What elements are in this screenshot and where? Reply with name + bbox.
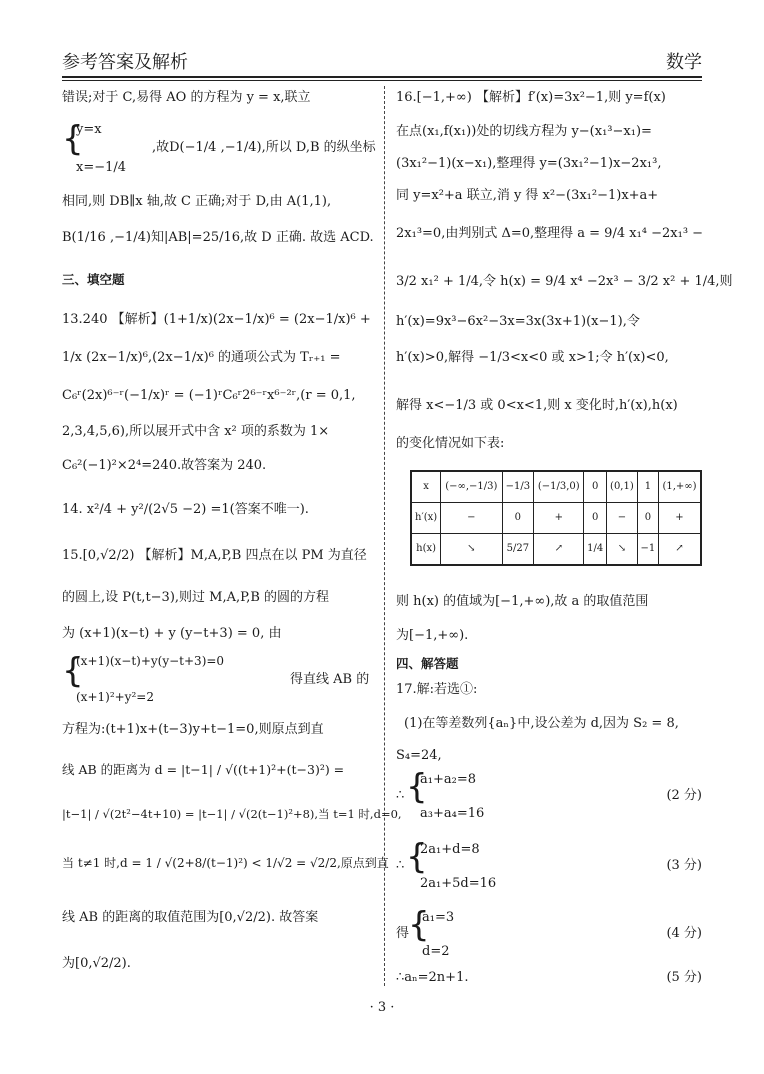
- text-line: h′(x)=9x³−6x²−3x=3x(3x+1)(x−1),令: [396, 314, 640, 329]
- text-line: 方程为:(t+1)x+(t−3)y+t−1=0,则原点到直: [62, 722, 324, 737]
- table-cell: +: [659, 503, 702, 534]
- text-line: 17.解:若选①:: [396, 682, 478, 697]
- table-cell: 0: [637, 503, 658, 534]
- brace-icon: {: [62, 651, 84, 691]
- table-cell: x: [411, 471, 441, 503]
- de-symbol: 得: [396, 926, 410, 941]
- table-cell: −: [607, 503, 638, 534]
- text-line: 16.[−1,+∞) 【解析】f′(x)=3x²−1,则 y=f(x): [396, 90, 666, 105]
- page-number: · 3 ·: [369, 1000, 395, 1015]
- table-cell: (−∞,−1/3): [441, 471, 502, 503]
- table-cell: ↗: [534, 534, 584, 566]
- table-cell: (−1/3,0): [534, 471, 584, 503]
- table-cell: 0: [502, 503, 534, 534]
- score-label: (3 分): [666, 858, 702, 873]
- header-rule-thin: [62, 80, 702, 81]
- table-cell: 1: [637, 471, 658, 503]
- table-cell: 1/4: [584, 534, 607, 566]
- text-line: C₆²(−1)²×2⁴=240.故答案为 240.: [62, 458, 267, 473]
- table-cell: ↘: [607, 534, 638, 566]
- text-line: 同 y=x²+a 联立,消 y 得 x²−(3x₁²−1)x+a+: [396, 188, 659, 203]
- score-label: (5 分): [666, 970, 702, 985]
- text-line: 相同,则 DB∥x 轴,故 C 正确;对于 D,由 A(1,1),: [62, 194, 332, 209]
- brace-icon: {: [408, 905, 430, 945]
- eq-line: x=−1/4: [76, 160, 127, 175]
- text-line: 线 AB 的距离的取值范围为[0,√2/2). 故答案: [62, 910, 319, 925]
- text-line: C₆ʳ(2x)⁶⁻ʳ(−1/x)ʳ = (−1)ʳC₆ʳ2⁶⁻ʳx⁶⁻²ʳ,(r = 0,1,: [62, 388, 356, 403]
- text-line: B(1/16 ,−1/4)知|AB|=25/16,故 D 正确. 故选 ACD.: [62, 230, 374, 245]
- text-line: 1/x (2x−1/x)⁶,(2x−1/x)⁶ 的通项公式为 Tᵣ₊₁ =: [62, 350, 341, 365]
- text-line: 则 h(x) 的值域为[−1,+∞),故 a 的取值范围: [396, 594, 649, 609]
- eq-line: 2a₁+d=8: [420, 842, 480, 857]
- table-cell: (0,1): [607, 471, 638, 503]
- text-line: 13.240 【解析】(1+1/x)(2x−1/x)⁶ = (2x−1/x)⁶ +: [62, 312, 371, 327]
- text-line: 15.[0,√2/2) 【解析】M,A,P,B 四点在以 PM 为直径: [62, 548, 367, 563]
- table-cell: ↗: [659, 534, 702, 566]
- eq-line: d=2: [422, 944, 450, 959]
- section-heading: 三、填空题: [62, 272, 125, 287]
- text-line: 当 t≠1 时,d = 1 / √(2+8/(t−1)²) < 1/√2 = √2/2,原点到直: [62, 856, 389, 870]
- header-title: 参考答案及解析: [62, 52, 188, 73]
- column-divider: [384, 86, 385, 986]
- text-line: (3x₁²−1)(x−x₁),整理得 y=(3x₁²−1)x−2x₁³,: [396, 156, 662, 171]
- text-line: 得直线 AB 的: [290, 672, 370, 687]
- text-line: 为 (x+1)(x−t) + y (y−t+3) = 0, 由: [62, 626, 282, 641]
- table-cell: 0: [584, 503, 607, 534]
- table-cell: 0: [584, 471, 607, 503]
- section-heading: 四、解答题: [396, 656, 459, 671]
- eq-line: (x+1)²+y²=2: [76, 690, 154, 704]
- text-line: h′(x)>0,解得 −1/3<x<0 或 x>1;令 h′(x)<0,: [396, 350, 669, 365]
- text-line: 解得 x<−1/3 或 0<x<1,则 x 变化时,h′(x),h(x): [396, 398, 678, 413]
- table-cell: 5/27: [502, 534, 534, 566]
- text-line: 错误;对于 C,易得 AO 的方程为 y = x,联立: [62, 90, 311, 105]
- eq-line: 2a₁+5d=16: [420, 876, 497, 891]
- therefore-symbol: ∴: [396, 788, 405, 803]
- table-row: [411, 534, 701, 566]
- table-row: [411, 503, 701, 534]
- text-line: ∴aₙ=2n+1.: [396, 970, 469, 985]
- brace-icon: {: [406, 767, 428, 807]
- table-cell: −1/3: [502, 471, 534, 503]
- page-header: [62, 44, 702, 76]
- eq-line: a₁+a₂=8: [420, 772, 476, 787]
- text-line: 14. x²/4 + y²/(2√5 −2) =1(答案不唯一).: [62, 502, 309, 517]
- score-label: (4 分): [666, 926, 702, 941]
- text-line: 的圆上,设 P(t,t−3),则过 M,A,P,B 的圆的方程: [62, 590, 330, 605]
- variation-table: [410, 470, 702, 566]
- table-cell: +: [534, 503, 584, 534]
- text-line: 3/2 x₁² + 1/4,令 h(x) = 9/4 x⁴ −2x³ − 3/2 x² + 1/4,则: [396, 274, 733, 289]
- eq-line: y=x: [76, 122, 102, 137]
- header-rule: [62, 76, 702, 78]
- table-cell: (1,+∞): [659, 471, 702, 503]
- text-line: 为[0,√2/2).: [62, 956, 131, 971]
- text-line: 在点(x₁,f(x₁))处的切线方程为 y−(x₁³−x₁)=: [396, 124, 652, 139]
- text-line: S₄=24,: [396, 748, 442, 763]
- table-cell: −: [441, 503, 502, 534]
- text-line: |t−1| / √(2t²−4t+10) = |t−1| / √(2(t−1)²+8),当 t=1 时,d=0,: [62, 807, 402, 821]
- table-cell: −1: [637, 534, 658, 566]
- brace-icon: {: [62, 119, 84, 159]
- text-line: ,故D(−1/4 ,−1/4),所以 D,B 的纵坐标: [152, 140, 376, 155]
- eq-line: a₃+a₄=16: [420, 806, 485, 821]
- text-line: 为[−1,+∞).: [396, 628, 469, 643]
- eq-line: (x+1)(x−t)+y(y−t+3)=0: [76, 654, 225, 668]
- therefore-symbol: ∴: [396, 858, 405, 873]
- text-line: 2,3,4,5,6),所以展开式中含 x² 项的系数为 1×: [62, 424, 330, 439]
- score-label: (2 分): [666, 788, 702, 803]
- table-cell: h(x): [411, 534, 441, 566]
- eq-line: a₁=3: [422, 910, 455, 925]
- header-subject: 数学: [666, 52, 702, 73]
- text-line: (1)在等差数列{aₙ}中,设公差为 d,因为 S₂ = 8,: [404, 716, 679, 731]
- table-row: [411, 471, 701, 503]
- text-line: 2x₁³=0,由判别式 Δ=0,整理得 a = 9/4 x₁⁴ −2x₁³ −: [396, 226, 704, 241]
- text-line: 的变化情况如下表:: [396, 436, 505, 451]
- brace-icon: {: [406, 837, 428, 877]
- table-cell: ↘: [441, 534, 502, 566]
- text-line: 线 AB 的距离为 d = |t−1| / √((t+1)²+(t−3)²) =: [62, 762, 345, 777]
- table-cell: h′(x): [411, 503, 441, 534]
